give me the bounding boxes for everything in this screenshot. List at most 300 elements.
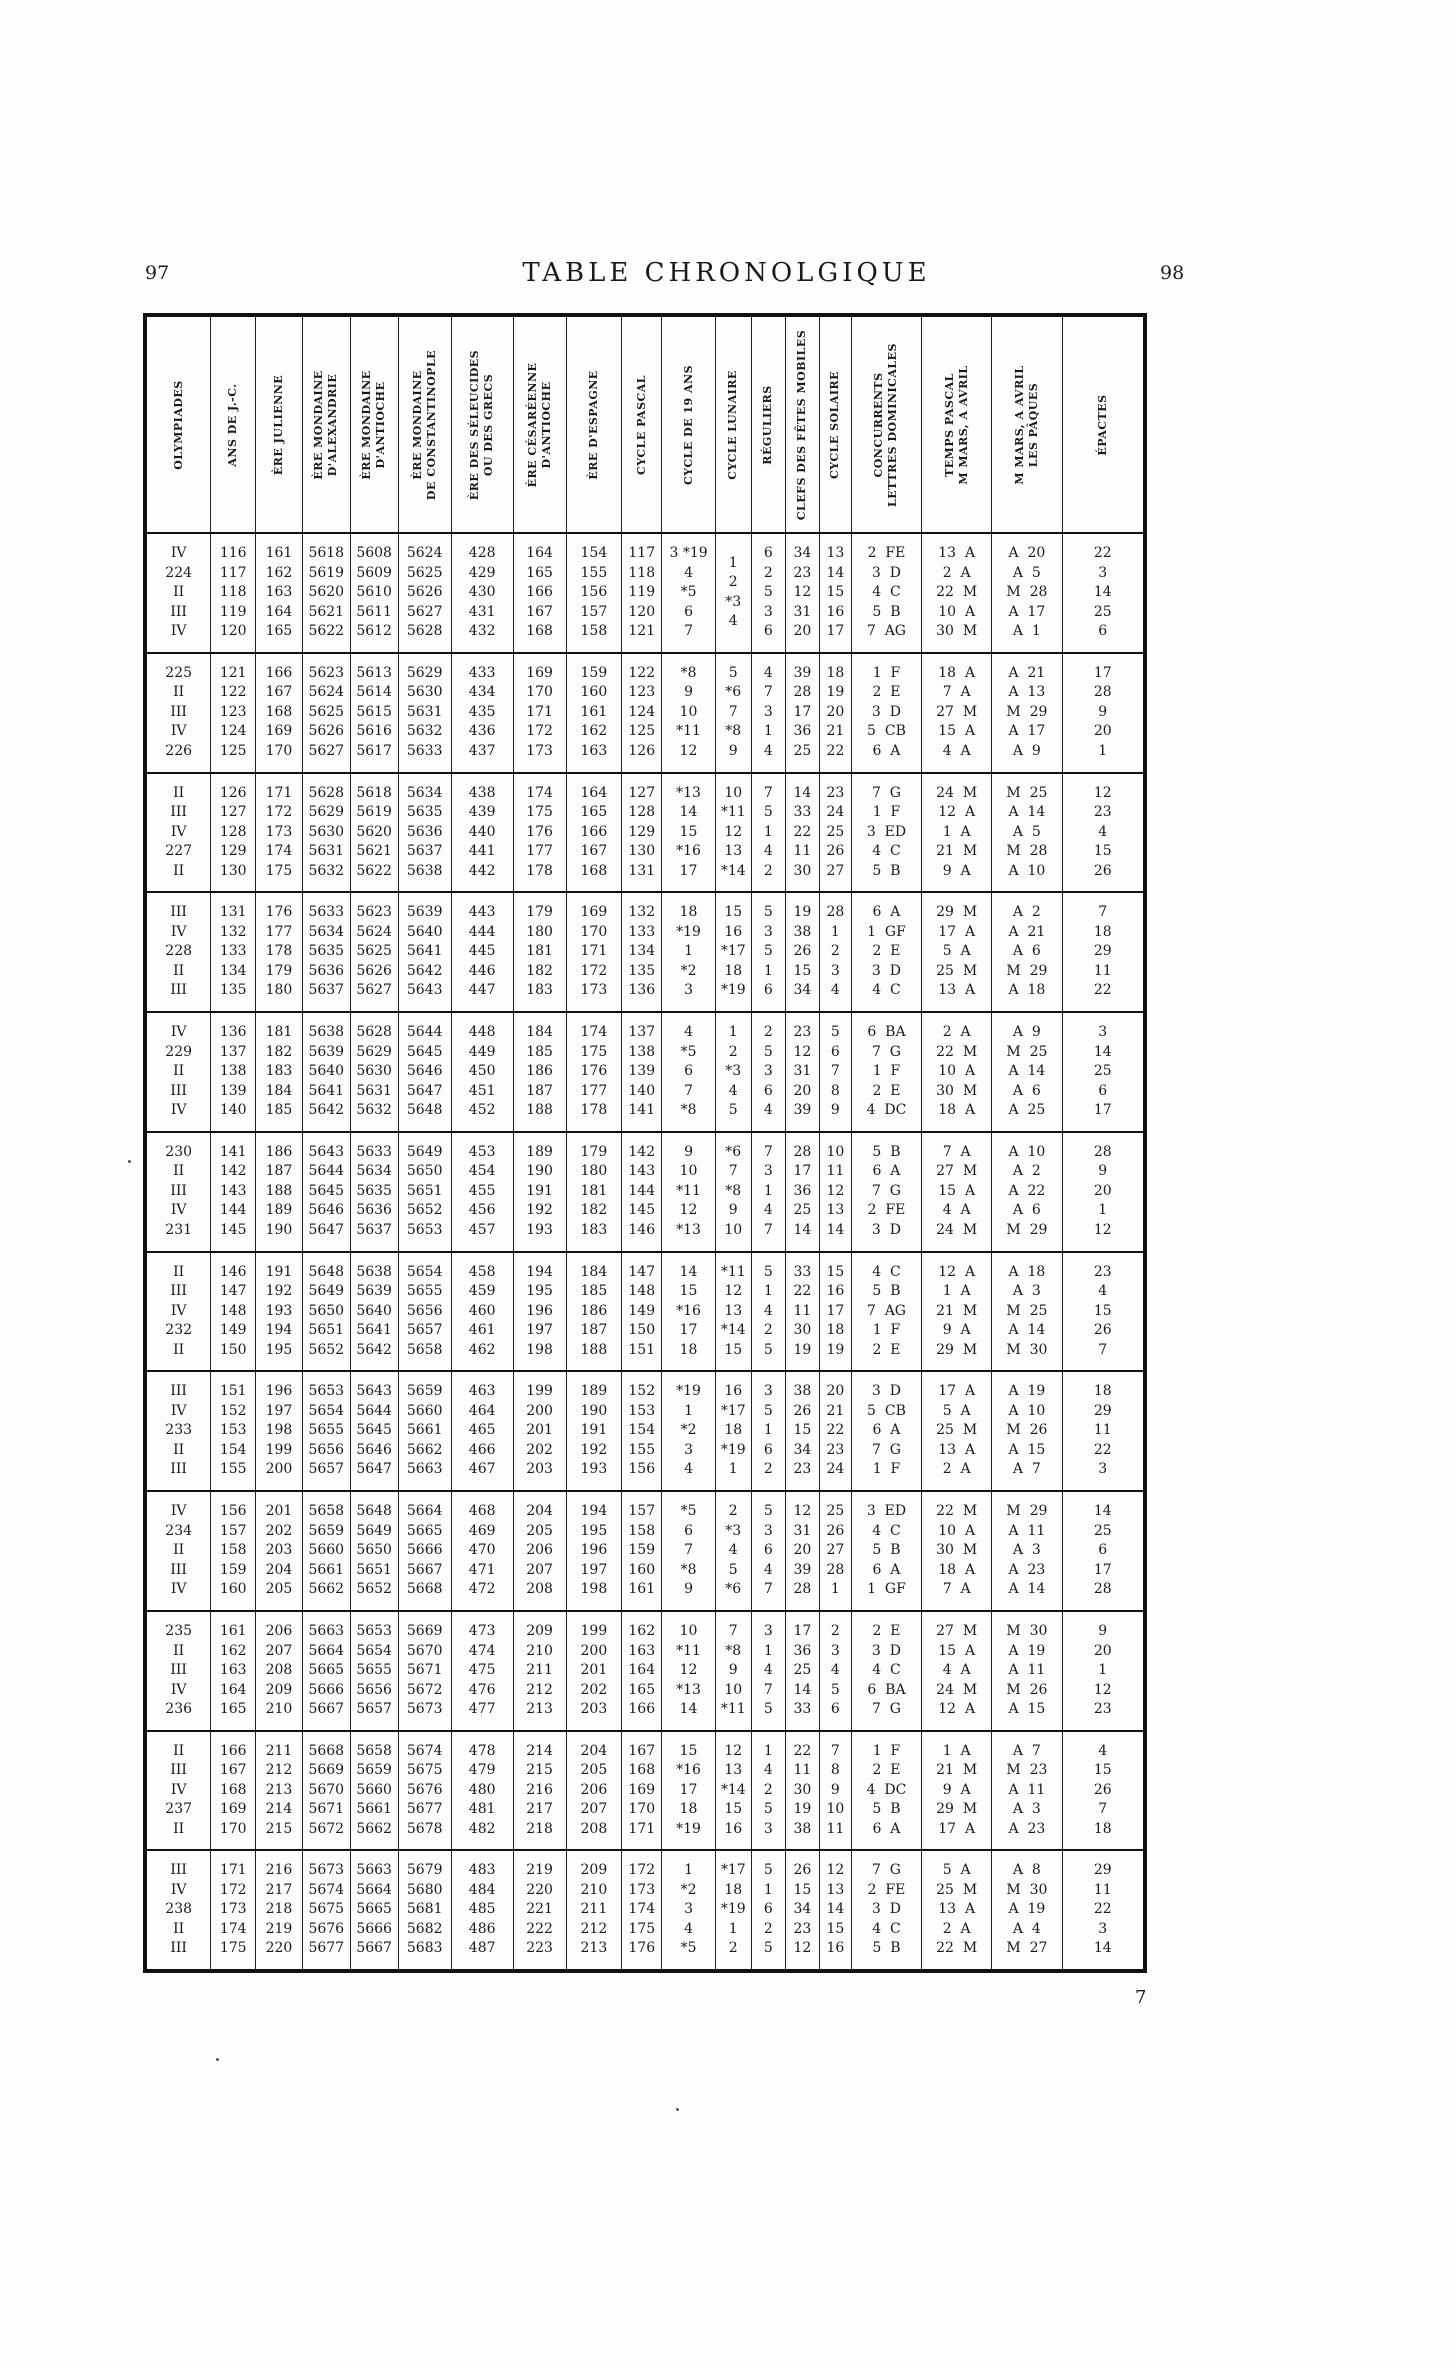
- table-cell: [662, 533, 715, 653]
- table-cell: [851, 1132, 921, 1252]
- cell-line: 124: [219, 723, 247, 740]
- cell-line: 5633: [308, 904, 345, 921]
- cell-line: 6 A: [872, 1422, 901, 1439]
- cell-line: 20: [1093, 1642, 1112, 1659]
- cell-line: 119: [219, 603, 247, 620]
- cell-line: 3 D: [871, 1221, 901, 1238]
- cell-line: 15 A: [938, 1642, 976, 1659]
- cell-line: 13 A: [938, 1441, 976, 1458]
- cell-line: 5608: [356, 545, 392, 562]
- cell-line: 13: [826, 1202, 845, 1219]
- cell-line: 4: [684, 564, 694, 581]
- cell-line: 14: [793, 1681, 812, 1698]
- cell-line: 5665: [308, 1662, 345, 1679]
- column-header: [922, 317, 992, 533]
- cell-line: 7: [763, 1681, 773, 1698]
- cell-line: 5628: [356, 1024, 392, 1041]
- cell-line: M 29: [1006, 703, 1048, 720]
- cell-line: 14: [793, 1221, 812, 1238]
- print-speck: [128, 1160, 131, 1163]
- cell-line: 4 C: [872, 1263, 901, 1280]
- cell-line: 2: [830, 1623, 840, 1640]
- cell-line: 202: [580, 1681, 608, 1698]
- cell-line: 5646: [308, 1202, 345, 1219]
- table-cell: [147, 1012, 211, 1132]
- table-cell: [992, 533, 1062, 653]
- cell-line: 5655: [356, 1662, 392, 1679]
- cell-line: 152: [219, 1402, 247, 1419]
- cell-line: 186: [526, 1063, 553, 1080]
- cell-line: 7: [728, 703, 738, 720]
- cell-line: 176: [526, 823, 553, 840]
- table-cell: [256, 1611, 303, 1731]
- cell-line: 6 A: [872, 1163, 901, 1180]
- cell-line: 197: [580, 1561, 608, 1578]
- table-cell: [513, 533, 566, 653]
- cell-line: 120: [219, 623, 247, 640]
- cell-line: 5649: [308, 1283, 345, 1300]
- cell-line: A 19: [1008, 1901, 1046, 1918]
- cell-line: 2: [763, 564, 773, 581]
- cell-line: III: [170, 1082, 187, 1099]
- cell-line: 153: [219, 1422, 247, 1439]
- cell-line: 9: [1098, 703, 1108, 720]
- table-cell: [785, 533, 819, 653]
- cell-line: 476: [468, 1681, 496, 1698]
- cell-line: 7 AG: [866, 623, 906, 640]
- cell-line: 174: [219, 1920, 247, 1937]
- cell-line: 5677: [406, 1801, 443, 1818]
- cell-line: 4: [830, 1662, 840, 1679]
- table-cell: [922, 1850, 992, 1969]
- cell-line: 26: [1093, 1781, 1112, 1798]
- cell-line: 471: [468, 1561, 496, 1578]
- cell-line: 5635: [308, 943, 345, 960]
- cell-line: 472: [468, 1581, 496, 1598]
- cell-line: 4 A: [942, 742, 971, 759]
- cell-line: 205: [580, 1762, 608, 1779]
- cell-line: 2 A: [942, 564, 971, 581]
- cell-line: IV: [170, 1581, 187, 1598]
- cell-line: 5669: [308, 1762, 345, 1779]
- cell-line: 30 M: [936, 623, 978, 640]
- cell-line: 2: [763, 862, 773, 879]
- cell-line: 440: [468, 823, 496, 840]
- table-row-group: [147, 653, 1143, 773]
- column-header-label: TEMPS PASCAL M MARS, A AVRIL: [942, 364, 970, 485]
- cell-line: 180: [580, 1163, 608, 1180]
- cell-line: 12: [679, 1662, 698, 1679]
- cell-line: 161: [580, 703, 608, 720]
- table-cell: [662, 1611, 715, 1731]
- table-cell: [622, 1252, 662, 1372]
- table-cell: [566, 1850, 621, 1969]
- cell-line: 142: [219, 1163, 247, 1180]
- cell-line: 5642: [406, 962, 443, 979]
- cell-line: 196: [265, 1383, 293, 1400]
- cell-line: 217: [265, 1881, 293, 1898]
- cell-line: 20: [1093, 723, 1112, 740]
- cell-line: 6: [1098, 1082, 1108, 1099]
- cell-line: 3: [830, 1642, 840, 1659]
- table-cell: [398, 1132, 451, 1252]
- cell-line: 5645: [356, 1422, 392, 1439]
- cell-line: 17: [679, 1322, 698, 1339]
- cell-line: 482: [468, 1820, 496, 1837]
- cell-line: 33: [793, 1701, 812, 1718]
- cell-line: 5649: [406, 1143, 443, 1160]
- table-cell: [622, 1012, 662, 1132]
- cell-line: 18 A: [938, 1102, 976, 1119]
- cell-line: 209: [580, 1862, 608, 1879]
- table-cell: [1062, 653, 1143, 773]
- cell-line: 5633: [356, 1143, 392, 1160]
- table-cell: [302, 1132, 350, 1252]
- cell-line: II: [173, 1163, 185, 1180]
- cell-line: 10 A: [938, 1063, 976, 1080]
- cell-line: A 5: [1012, 823, 1041, 840]
- cell-line: 1 GF: [867, 1581, 906, 1598]
- column-header: [451, 317, 513, 533]
- cell-line: 131: [219, 904, 247, 921]
- cell-line: 19: [793, 1801, 812, 1818]
- cell-line: 1 F: [872, 1461, 901, 1478]
- table-cell: [211, 653, 256, 773]
- column-header: [1062, 317, 1143, 533]
- cell-line: 181: [526, 943, 553, 960]
- table-cell: [622, 653, 662, 773]
- table-cell: [751, 1252, 785, 1372]
- cell-line: 29: [1093, 1862, 1112, 1879]
- cell-line: 5655: [308, 1422, 345, 1439]
- cell-line: 4: [684, 1024, 694, 1041]
- cell-line: *16: [676, 1762, 701, 1779]
- cell-line: 203: [265, 1542, 293, 1559]
- cell-line: 22: [793, 1283, 812, 1300]
- cell-line: 1: [763, 1742, 773, 1759]
- cell-line: A 11: [1008, 1522, 1046, 1539]
- cell-line: 134: [219, 962, 247, 979]
- cell-line: 12: [793, 1043, 812, 1060]
- table-cell: [922, 1012, 992, 1132]
- cell-line: 23: [793, 564, 812, 581]
- cell-line: 22: [793, 1742, 812, 1759]
- table-cell: [922, 892, 992, 1012]
- cell-line: 20: [793, 623, 812, 640]
- cell-line: 5670: [308, 1781, 345, 1798]
- cell-line: 215: [265, 1820, 293, 1837]
- cell-line: A 14: [1008, 1322, 1046, 1339]
- cell-line: 15: [826, 584, 845, 601]
- cell-line: 5: [728, 1102, 738, 1119]
- cell-line: 172: [526, 723, 553, 740]
- cell-line: 145: [219, 1221, 247, 1238]
- cell-line: 1: [763, 823, 773, 840]
- cell-line: 22: [1093, 1441, 1112, 1458]
- table-cell: [1062, 1012, 1143, 1132]
- cell-line: 176: [628, 1940, 656, 1957]
- cell-line: M 28: [1006, 843, 1048, 860]
- table-cell: [819, 1132, 851, 1252]
- table-cell: [751, 1132, 785, 1252]
- cell-line: 5635: [406, 804, 443, 821]
- cell-line: 178: [265, 943, 293, 960]
- cell-line: 5658: [308, 1503, 345, 1520]
- cell-line: 24 M: [936, 1221, 978, 1238]
- cell-line: 184: [265, 1082, 293, 1099]
- cell-line: 28: [826, 1561, 845, 1578]
- table-cell: [451, 533, 513, 653]
- table-cell: [992, 1132, 1062, 1252]
- cell-line: 29 M: [936, 1341, 978, 1358]
- cell-line: 132: [219, 923, 247, 940]
- table-cell: [211, 1611, 256, 1731]
- cell-line: 147: [219, 1283, 247, 1300]
- cell-line: 131: [628, 862, 656, 879]
- cell-line: 6 BA: [867, 1681, 906, 1698]
- cell-line: 9: [684, 1581, 694, 1598]
- table-cell: [662, 1491, 715, 1611]
- table-cell: [1062, 773, 1143, 893]
- table-cell: [350, 1731, 398, 1851]
- cell-line: 21 M: [936, 1762, 978, 1779]
- cell-line: M 30: [1006, 1341, 1048, 1358]
- cell-line: 162: [580, 723, 608, 740]
- cell-line: 21: [826, 1402, 845, 1419]
- cell-line: III: [170, 1461, 187, 1478]
- cell-line: 5637: [308, 982, 345, 999]
- cell-line: *6: [725, 1581, 742, 1598]
- table-cell: [513, 1850, 566, 1969]
- cell-line: 182: [580, 1202, 608, 1219]
- cell-line: 178: [580, 1102, 608, 1119]
- cell-line: 17: [1093, 1102, 1112, 1119]
- cell-line: 199: [265, 1441, 293, 1458]
- cell-line: 2 FE: [867, 1202, 906, 1219]
- cell-line: 6 A: [872, 742, 901, 759]
- cell-line: 7: [684, 623, 694, 640]
- cell-line: 5663: [356, 1862, 392, 1879]
- cell-line: 5658: [406, 1341, 443, 1358]
- table-cell: [302, 1012, 350, 1132]
- cell-line: 13 A: [938, 982, 976, 999]
- cell-line: 30: [793, 1322, 812, 1339]
- cell-line: 19: [826, 1341, 845, 1358]
- table-cell: [785, 1371, 819, 1491]
- cell-line: 454: [468, 1163, 496, 1180]
- cell-line: 6: [830, 1701, 840, 1718]
- cell-line: 148: [219, 1302, 247, 1319]
- cell-line: 30 M: [936, 1082, 978, 1099]
- cell-line: 185: [265, 1102, 293, 1119]
- cell-line: 10: [724, 1681, 743, 1698]
- cell-line: 480: [468, 1781, 496, 1798]
- cell-line: 3: [763, 1820, 773, 1837]
- cell-line: 25: [826, 823, 845, 840]
- cell-line: 197: [526, 1322, 553, 1339]
- table-cell: [922, 533, 992, 653]
- cell-line: 7: [763, 684, 773, 701]
- table-cell: [622, 1731, 662, 1851]
- cell-line: 429: [468, 564, 496, 581]
- cell-line: 5614: [356, 684, 392, 701]
- table-cell: [566, 1611, 621, 1731]
- cell-line: 166: [265, 664, 293, 681]
- column-header-label: ÉPACTES: [1095, 393, 1109, 456]
- page-number-left: 97: [145, 262, 170, 284]
- cell-line: 220: [265, 1940, 293, 1957]
- cell-line: 1 F: [872, 664, 901, 681]
- table-cell: [302, 1731, 350, 1851]
- cell-line: 25 M: [936, 962, 978, 979]
- table-cell: [1062, 1731, 1143, 1851]
- cell-line: 18: [724, 1422, 743, 1439]
- cell-line: 5634: [406, 784, 443, 801]
- cell-line: *11: [676, 723, 701, 740]
- cell-line: 5642: [356, 1341, 392, 1358]
- cell-line: *19: [676, 923, 701, 940]
- cell-line: 25 M: [936, 1422, 978, 1439]
- cell-line: 201: [526, 1422, 553, 1439]
- cell-line: 30 M: [936, 1542, 978, 1559]
- cell-line: *6: [725, 684, 742, 701]
- cell-line: 172: [219, 1881, 247, 1898]
- cell-line: 15: [1093, 1762, 1112, 1779]
- cell-line: 5610: [356, 584, 392, 601]
- cell-line: *19: [720, 982, 746, 999]
- cell-line: A 6: [1012, 1202, 1041, 1219]
- cell-line: 4: [763, 1662, 773, 1679]
- cell-line: 2: [763, 1920, 773, 1937]
- cell-line: 5625: [308, 703, 345, 720]
- column-header: [302, 317, 350, 533]
- cell-line: 5 A: [942, 1402, 971, 1419]
- table-cell: [302, 653, 350, 773]
- cell-line: 4: [830, 982, 840, 999]
- table-row-group: [147, 533, 1143, 653]
- cell-line: II: [173, 1263, 185, 1280]
- cell-line: 9 A: [942, 1781, 971, 1798]
- table-cell: [302, 533, 350, 653]
- cell-line: 235: [165, 1623, 193, 1640]
- cell-line: 207: [526, 1561, 553, 1578]
- column-header: [350, 317, 398, 533]
- cell-line: 14: [679, 804, 698, 821]
- cell-line: 5643: [308, 1143, 345, 1160]
- table-cell: [785, 1611, 819, 1731]
- cell-line: 125: [219, 742, 247, 759]
- cell-line: 180: [526, 923, 553, 940]
- cell-line: 14: [793, 784, 812, 801]
- cell-line: 134: [628, 943, 656, 960]
- cell-line: 161: [219, 1623, 247, 1640]
- table-cell: [211, 1371, 256, 1491]
- cell-line: 17: [826, 623, 845, 640]
- cell-line: 22: [1093, 1901, 1112, 1918]
- cell-line: 463: [468, 1383, 496, 1400]
- table-cell: [350, 1252, 398, 1372]
- table-cell: [398, 1371, 451, 1491]
- cell-line: 3: [763, 1522, 773, 1539]
- cell-line: 5659: [356, 1762, 392, 1779]
- cell-line: 230: [165, 1143, 193, 1160]
- cell-line: 185: [526, 1043, 553, 1060]
- cell-line: 15 A: [938, 723, 976, 740]
- table-cell: [256, 1371, 303, 1491]
- cell-line: 451: [468, 1082, 496, 1099]
- cell-line: 1: [728, 554, 738, 571]
- table-cell: [350, 1491, 398, 1611]
- column-header-label: OLYMPIADES: [171, 379, 185, 470]
- table-cell: [211, 1012, 256, 1132]
- cell-line: 149: [628, 1302, 656, 1319]
- cell-line: 24: [826, 804, 845, 821]
- cell-line: 3 D: [871, 1901, 901, 1918]
- cell-line: 176: [580, 1063, 608, 1080]
- cell-line: *19: [676, 1383, 701, 1400]
- cell-line: 206: [580, 1781, 608, 1798]
- cell-line: 204: [265, 1561, 293, 1578]
- cell-line: 7 AG: [866, 1302, 906, 1319]
- cell-line: 5644: [308, 1163, 345, 1180]
- cell-line: 156: [580, 584, 608, 601]
- cell-line: 5657: [406, 1322, 443, 1339]
- table-row-group: [147, 773, 1143, 893]
- cell-line: 39: [793, 664, 812, 681]
- cell-line: 26: [793, 943, 812, 960]
- cell-line: 146: [628, 1221, 656, 1238]
- cell-line: IV: [170, 723, 187, 740]
- table-cell: [715, 1012, 751, 1132]
- cell-line: 3: [763, 1383, 773, 1400]
- cell-line: 228: [165, 943, 193, 960]
- cell-line: 5675: [308, 1901, 345, 1918]
- cell-line: 16: [724, 1383, 743, 1400]
- table-cell: [147, 1132, 211, 1252]
- cell-line: 5652: [356, 1581, 392, 1598]
- cell-line: 23: [793, 1461, 812, 1478]
- cell-line: 208: [265, 1662, 293, 1679]
- cell-line: IV: [170, 923, 187, 940]
- cell-line: 182: [526, 962, 553, 979]
- cell-line: 12: [826, 1862, 845, 1879]
- cell-line: 5680: [406, 1881, 443, 1898]
- cell-line: 433: [468, 664, 496, 681]
- table-cell: [622, 1132, 662, 1252]
- cell-line: 12: [793, 584, 812, 601]
- cell-line: M 26: [1006, 1681, 1048, 1698]
- cell-line: 159: [628, 1542, 656, 1559]
- cell-line: 187: [265, 1163, 293, 1180]
- cell-line: 184: [526, 1024, 553, 1041]
- cell-line: 189: [580, 1383, 608, 1400]
- cell-line: 15: [724, 1341, 743, 1358]
- cell-line: 10 A: [938, 603, 976, 620]
- table-cell: [1062, 892, 1143, 1012]
- cell-line: 7 G: [871, 1182, 901, 1199]
- cell-line: 169: [628, 1781, 656, 1798]
- cell-line: 163: [265, 584, 293, 601]
- cell-line: 163: [580, 742, 608, 759]
- cell-line: 5623: [356, 904, 392, 921]
- cell-line: 173: [265, 823, 293, 840]
- cell-line: 5660: [406, 1402, 443, 1419]
- cell-line: 163: [219, 1662, 247, 1679]
- table-cell: [513, 1491, 566, 1611]
- table-cell: [566, 533, 621, 653]
- cell-line: 11: [1093, 1422, 1112, 1439]
- table-cell: [1062, 1491, 1143, 1611]
